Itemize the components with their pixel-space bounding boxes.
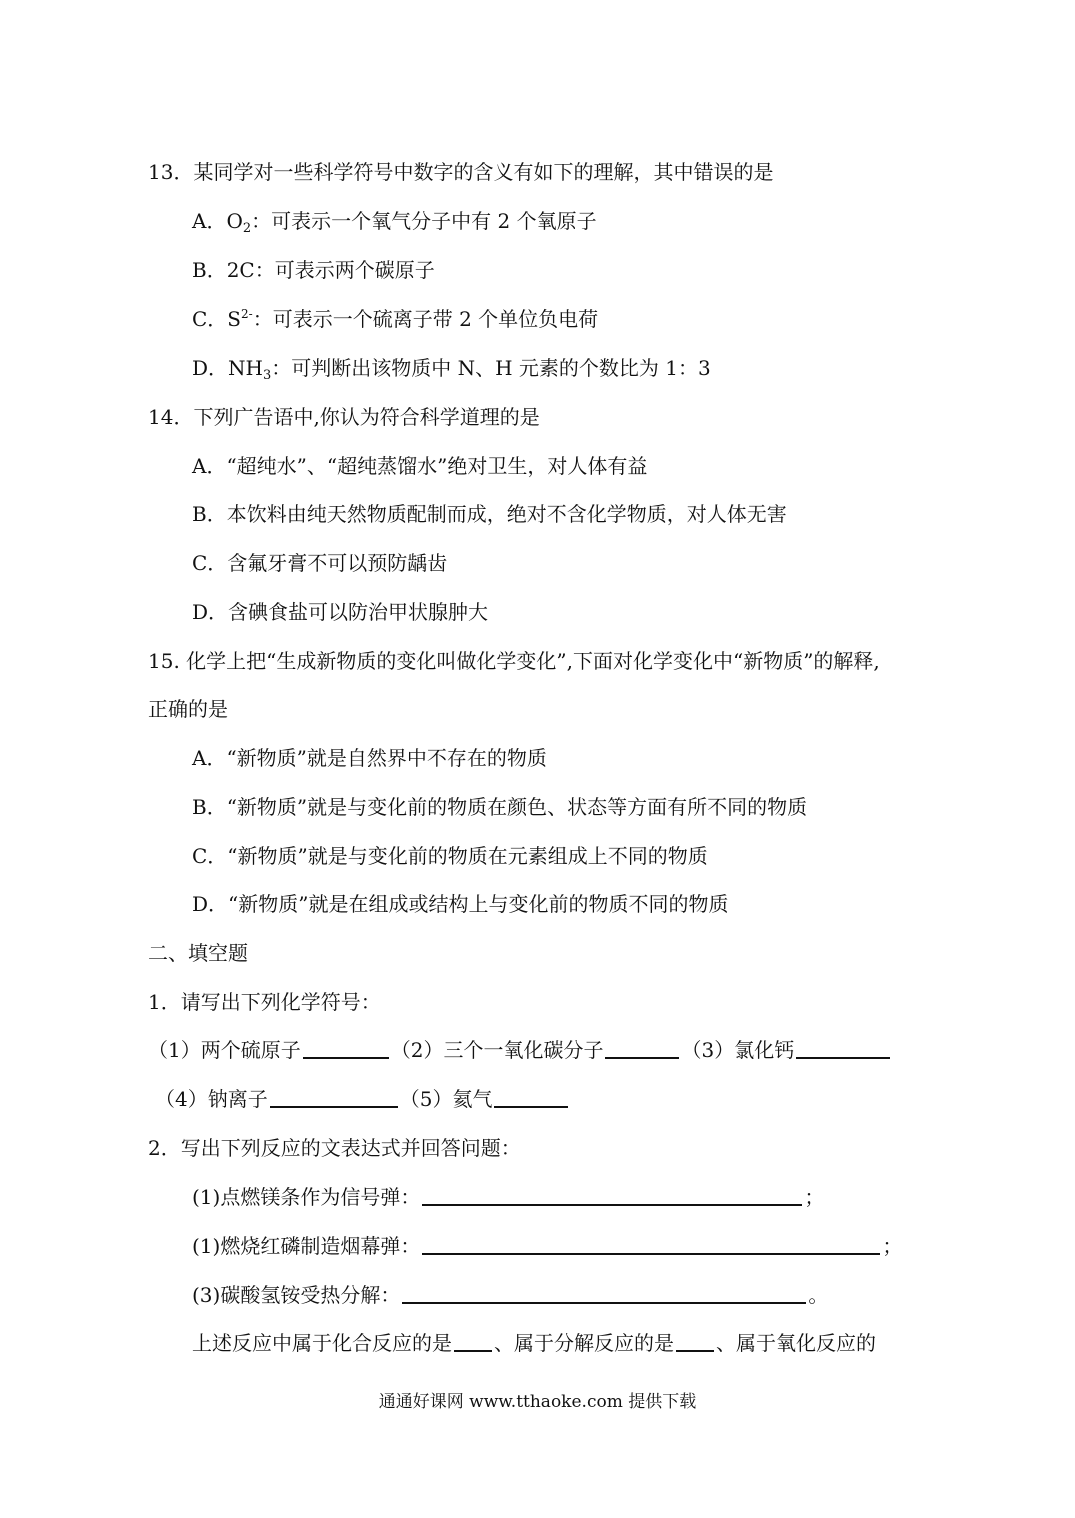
section-heading: 二、填空题 <box>148 941 248 965</box>
answer-blank[interactable] <box>422 1233 880 1255</box>
fill1-row1 <box>148 1036 892 1064</box>
q15-stem-line2: 正确的是 <box>148 697 228 721</box>
fill1-part4-label: （4）钠离子 <box>155 1087 268 1111</box>
answer-blank[interactable] <box>676 1330 714 1352</box>
q13-option-d: D．$NH_3$：可判断出该物质中 N、H 元素的个数比为 1：3 <box>192 356 711 383</box>
fill2-summary: 上述反应中属于化合反应的是 、属于分解反应的是 、属于氧化反应的 <box>192 1331 876 1355</box>
answer-blank[interactable] <box>402 1282 806 1304</box>
q13-option-a: A．$O_2$：可表示一个氧气分子中有 2 个氧原子 <box>192 209 597 236</box>
q14-option-c: C．含氟牙膏不可以预防龋齿 <box>192 551 448 575</box>
q14-option-d: D．含碘食盐可以防治甲状腺肿大 <box>192 600 489 624</box>
fill1-part5-label: （5）氦气 <box>399 1087 493 1111</box>
q14-option-a: A．“超纯水”、“超纯蒸馏水”绝对卫生，对人体有益 <box>192 454 648 478</box>
q13-option-b: B．2C：可表示两个碳原子 <box>192 258 435 282</box>
answer-blank[interactable] <box>422 1184 802 1206</box>
fill1-part1-label: （1）两个硫原子 <box>148 1038 301 1062</box>
answer-blank[interactable] <box>303 1037 389 1059</box>
answer-blank[interactable] <box>270 1086 398 1108</box>
q14-stem: 14．下列广告语中,你认为符合科学道理的是 <box>148 405 540 429</box>
fill1-part3-label: （3）氯化钙 <box>681 1038 795 1062</box>
answer-blank[interactable] <box>605 1037 679 1059</box>
fill2-reaction1: (1)点燃镁条作为信号弹： ； <box>192 1185 825 1209</box>
answer-blank[interactable] <box>494 1086 568 1108</box>
footer-source: 通通好课网 www.tthaoke.com 提供下载 <box>378 1392 697 1412</box>
q13-stem: 13．某同学对一些科学符号中数字的含义有如下的理解，其中错误的是 <box>148 160 774 184</box>
q15-option-c: C．“新物质”就是与变化前的物质在元素组成上不同的物质 <box>192 844 708 868</box>
answer-blank[interactable] <box>796 1037 890 1059</box>
fill1-stem: 1．请写出下列化学符号： <box>148 990 381 1014</box>
fill1-part2-label: （2）三个一氧化碳分子 <box>390 1038 604 1062</box>
q14-option-b: B．本饮料由纯天然物质配制而成，绝对不含化学物质，对人体无害 <box>192 502 787 526</box>
q15-stem-line1: 15. 化学上把“生成新物质的变化叫做化学变化”,下面对化学变化中“新物质”的解释, <box>148 649 880 673</box>
fill1-row2 <box>155 1085 570 1113</box>
q15-option-b: B．“新物质”就是与变化前的物质在颜色、状态等方面有所不同的物质 <box>192 795 808 819</box>
fill2-reaction2: (1)燃烧红磷制造烟幕弹： ； <box>192 1234 903 1258</box>
fill2-reaction3: (3)碳酸氢铵受热分解： 。 <box>192 1283 829 1307</box>
q13-option-c: C．$S^{2-}$：可表示一个硫离子带 2 个单位负电荷 <box>192 307 599 331</box>
fill2-stem: 2．写出下列反应的文表达式并回答问题： <box>148 1136 521 1160</box>
q15-option-d: D．“新物质”就是在组成或结构上与变化前的物质不同的物质 <box>192 892 729 916</box>
q15-option-a: A．“新物质”就是自然界中不存在的物质 <box>192 746 547 770</box>
answer-blank[interactable] <box>454 1330 492 1352</box>
